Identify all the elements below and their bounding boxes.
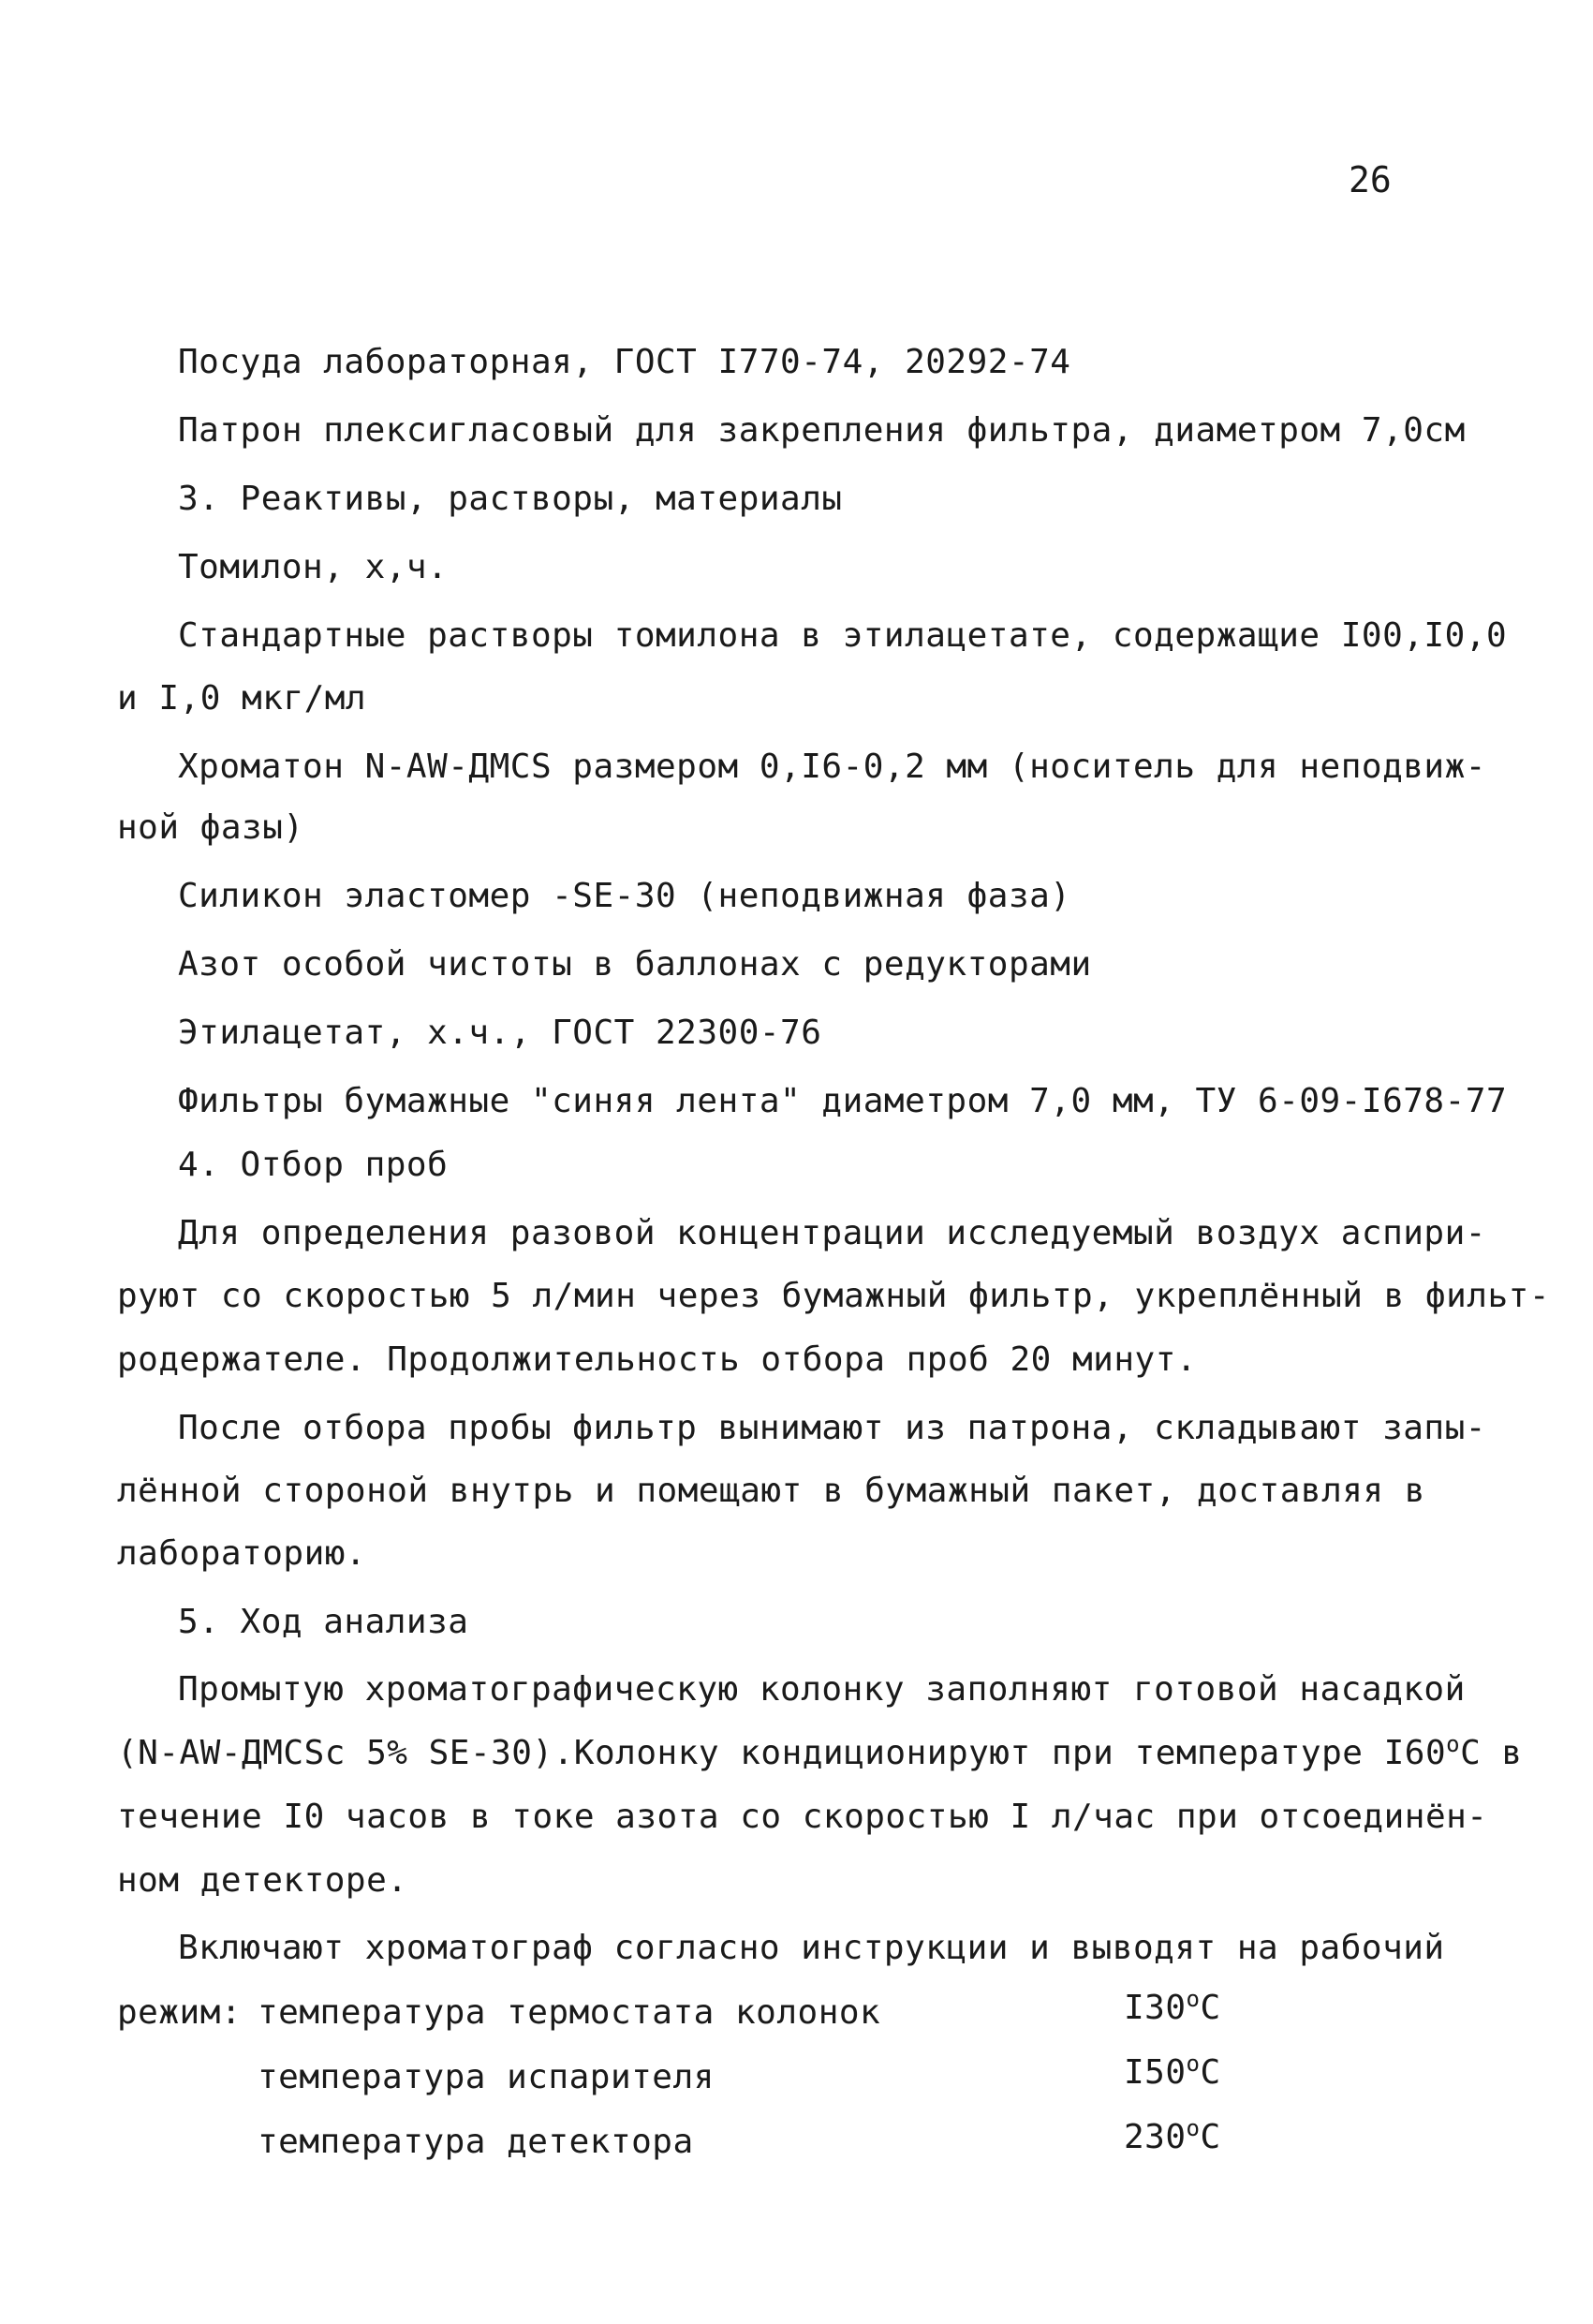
text-line-12: Фильтры бумажные "синяя лента" диаметром 7,0 мм, ТУ 6-09-I678-77 xyxy=(178,1082,1508,1120)
text-line-18: лённой стороной внутрь и помещают в бумажный пакет, доставляя в xyxy=(117,1472,1425,1510)
mode-value-3-unit: C xyxy=(1200,2118,1221,2156)
mode-value-1 xyxy=(1124,1988,1221,2029)
degree-sign: o xyxy=(1446,1731,1461,1757)
text-line-17: После отбора пробы фильтр вынимают из патрона, складывают запы- xyxy=(178,1409,1486,1447)
text-line-7: Хроматон N-AW-ДМСS размером 0,I6-0,2 мм (носитель для неподвиж- xyxy=(178,748,1486,786)
text-line-22-suffix: C в xyxy=(1460,1734,1523,1772)
mode-value-2-number: I50 xyxy=(1124,2053,1187,2092)
text-line-22 xyxy=(117,1733,1523,1774)
text-line-24: ном детекторе. xyxy=(117,1861,408,1900)
text-line-1: Посуда лабораторная, ГОСТ I770-74, 20292-74 xyxy=(178,343,1071,381)
text-line-9: Силикон эластомер -SE-30 (неподвижная фаза) xyxy=(178,877,1071,915)
mode-param-1: температура термостата колонок xyxy=(258,1993,881,2032)
text-line-11: Этилацетат, х.ч., ГОСТ 22300-76 xyxy=(178,1014,822,1052)
text-line-5: Стандартные растворы томилона в этилацетате, содержащие I00,I0,0 xyxy=(178,616,1508,655)
mode-value-3-degree: o xyxy=(1186,2115,1201,2141)
mode-value-1-unit: C xyxy=(1200,1989,1221,2027)
mode-value-2 xyxy=(1124,2052,1221,2094)
section-heading-reagents: 3. Реактивы, растворы, материалы xyxy=(178,480,843,518)
text-line-21: Промытую хроматографическую колонку заполняют готовой насадкой xyxy=(178,1670,1466,1709)
text-line-16: родержателе. Продолжительность отбора проб 20 минут. xyxy=(117,1340,1198,1379)
text-line-25: Включают хроматограф согласно инструкции и выводят на рабочий xyxy=(178,1929,1445,1967)
mode-value-2-degree: o xyxy=(1186,2050,1201,2077)
section-heading-analysis: 5. Ход анализа xyxy=(178,1603,469,1641)
mode-value-3 xyxy=(1124,2117,1221,2158)
mode-param-2: температура испарителя xyxy=(258,2058,715,2096)
text-line-22-main: (N-AW-ДМСSс 5% SE-30).Колонку кондиционируют при температуре I60 xyxy=(117,1734,1447,1772)
text-line-15: руют со скоростью 5 л/мин через бумажный фильтр, укреплённый в фильт- xyxy=(117,1277,1550,1315)
mode-value-1-degree: o xyxy=(1186,1986,1201,2012)
text-line-4: Томилон, х,ч. xyxy=(178,548,449,586)
text-line-23: течение I0 часов в токе азота со скоростью I л/час при отсоединён- xyxy=(117,1798,1488,1836)
text-line-8: ной фазы) xyxy=(117,808,304,847)
text-line-6: и I,0 мкг/мл xyxy=(117,679,367,718)
mode-label: режим: xyxy=(117,1993,243,2032)
section-heading-sampling: 4. Отбор проб xyxy=(178,1146,449,1184)
mode-value-1-number: I30 xyxy=(1124,1989,1187,2027)
text-line-10: Азот особой чистоты в баллонах с редукторами xyxy=(178,945,1092,984)
mode-param-3: температура детектора xyxy=(258,2123,694,2161)
text-line-14: Для определения разовой концентрации исследуемый воздух аспири- xyxy=(178,1214,1486,1252)
mode-value-3-number: 230 xyxy=(1124,2118,1187,2156)
text-line-2: Патрон плексигласовый для закрепления фильтра, диаметром 7,0см xyxy=(178,411,1466,450)
text-line-19: лабораторию. xyxy=(117,1534,367,1573)
page-number: 26 xyxy=(1349,159,1392,200)
mode-value-2-unit: C xyxy=(1200,2053,1221,2092)
